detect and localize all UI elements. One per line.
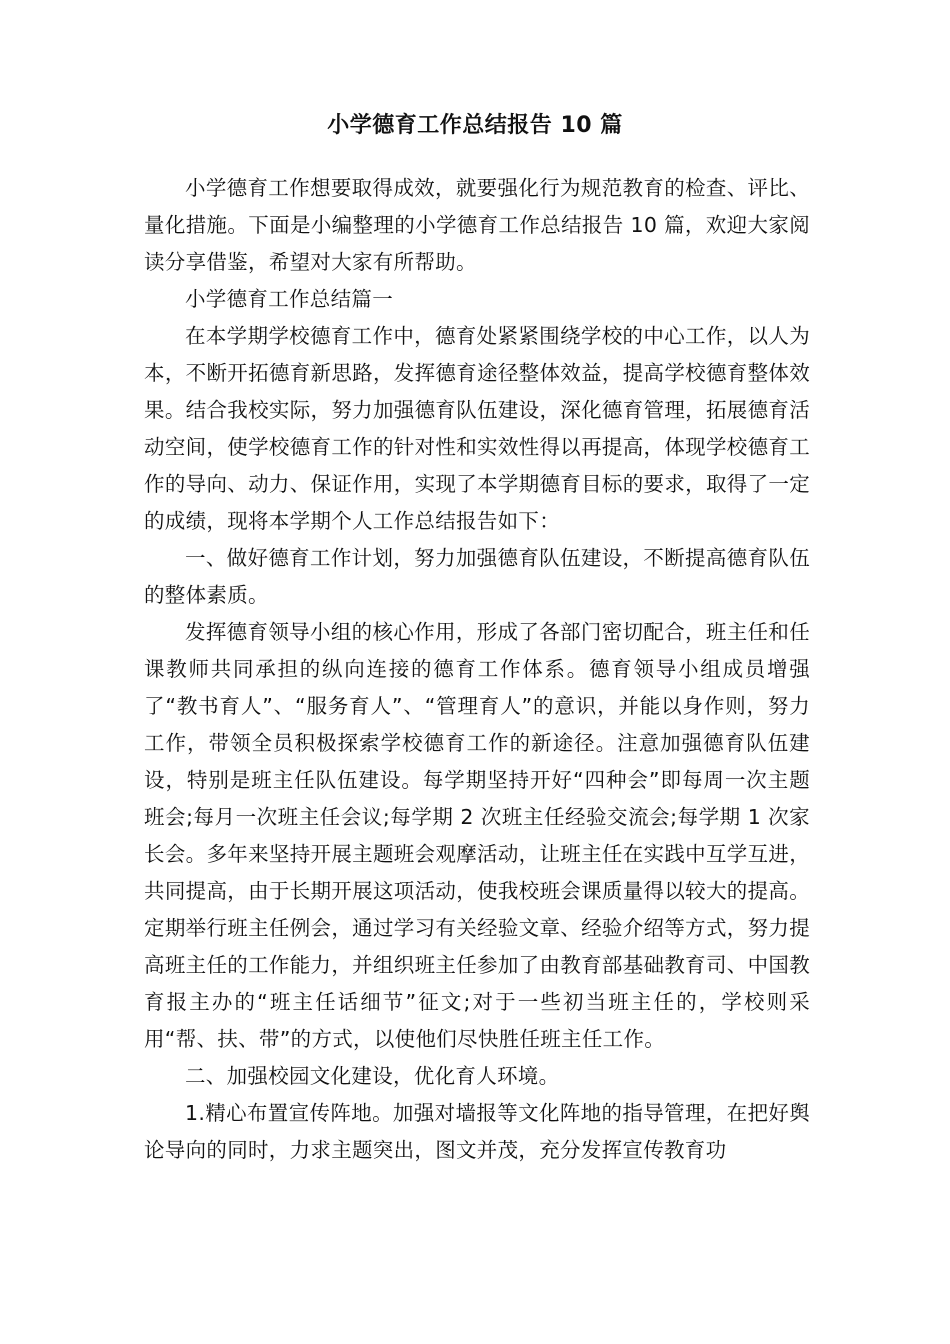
section-heading: 小学德育工作总结篇一 bbox=[185, 287, 393, 311]
body-paragraph: 1.精心布置宣传阵地。加强对墙报等文化阵地的指导管理，在把好舆论导向的同时，力求主题突出，图文并茂，充分发挥宣传教育功 bbox=[144, 1101, 810, 1162]
subsection-heading: 一、做好德育工作计划，努力加强德育队伍建设，不断提高德育队伍的整体素质。 bbox=[144, 546, 810, 607]
body-paragraph: 在本学期学校德育工作中，德育处紧紧围绕学校的中心工作，以人为本，不断开拓德育新思路，发挥德育途径整体效益，提高学校德育整体效果。结合我校实际，努力加强德育队伍建设，深化德育管理，拓展德育活动空间，使学校德育工作的针对性和实效性得以再提高，体现学校德育工作的导向、动力、保证作用，实现了本学期德育目标的要求，取得了一定的成绩，现将本学期个人工作总结报告如下： bbox=[144, 324, 810, 533]
subsection-heading: 二、加强校园文化建设，优化育人环境。 bbox=[185, 1064, 560, 1088]
document-title: 小学德育工作总结报告 10 篇 bbox=[327, 113, 623, 138]
body-paragraph: 发挥德育领导小组的核心作用，形成了各部门密切配合，班主任和任课教师共同承担的纵向连接的德育工作体系。德育领导小组成员增强了“教书育人”、“服务育人”、“管理育人”的意识，并能以身作则，努力工作，带领全员积极探索学校德育工作的新途径。注意加强德育队伍建设，特别是班主任队伍建设。每学期坚持开好“四种会”即每周一次主题班会;每月一次班主任会议;每学期 2 次班主任经验交流会;每学期 1 次家长会。多年来坚持开展主题班会观摩活动，让班主任在实践中互学互进，共同提高，由于长期开展这项活动，使我校班会课质量得以较大的提高。定期举行班主任例会，通过学习有关经验文章、经验介绍等方式，努力提高班主任的工作能力，并组织班主任参加了由教育部基础教育司、中国教育报主办的“班主任话细节”征文;对于一些初当班主任的，学校则采用“帮、扶、带”的方式，以使他们尽快胜任班主任工作。 bbox=[144, 620, 810, 1051]
intro-paragraph: 小学德育工作想要取得成效，就要强化行为规范教育的检查、评比、量化措施。下面是小编整理的小学德育工作总结报告 10 篇，欢迎大家阅读分享借鉴，希望对大家有所帮助。 bbox=[144, 176, 810, 274]
document-body bbox=[144, 170, 810, 1169]
